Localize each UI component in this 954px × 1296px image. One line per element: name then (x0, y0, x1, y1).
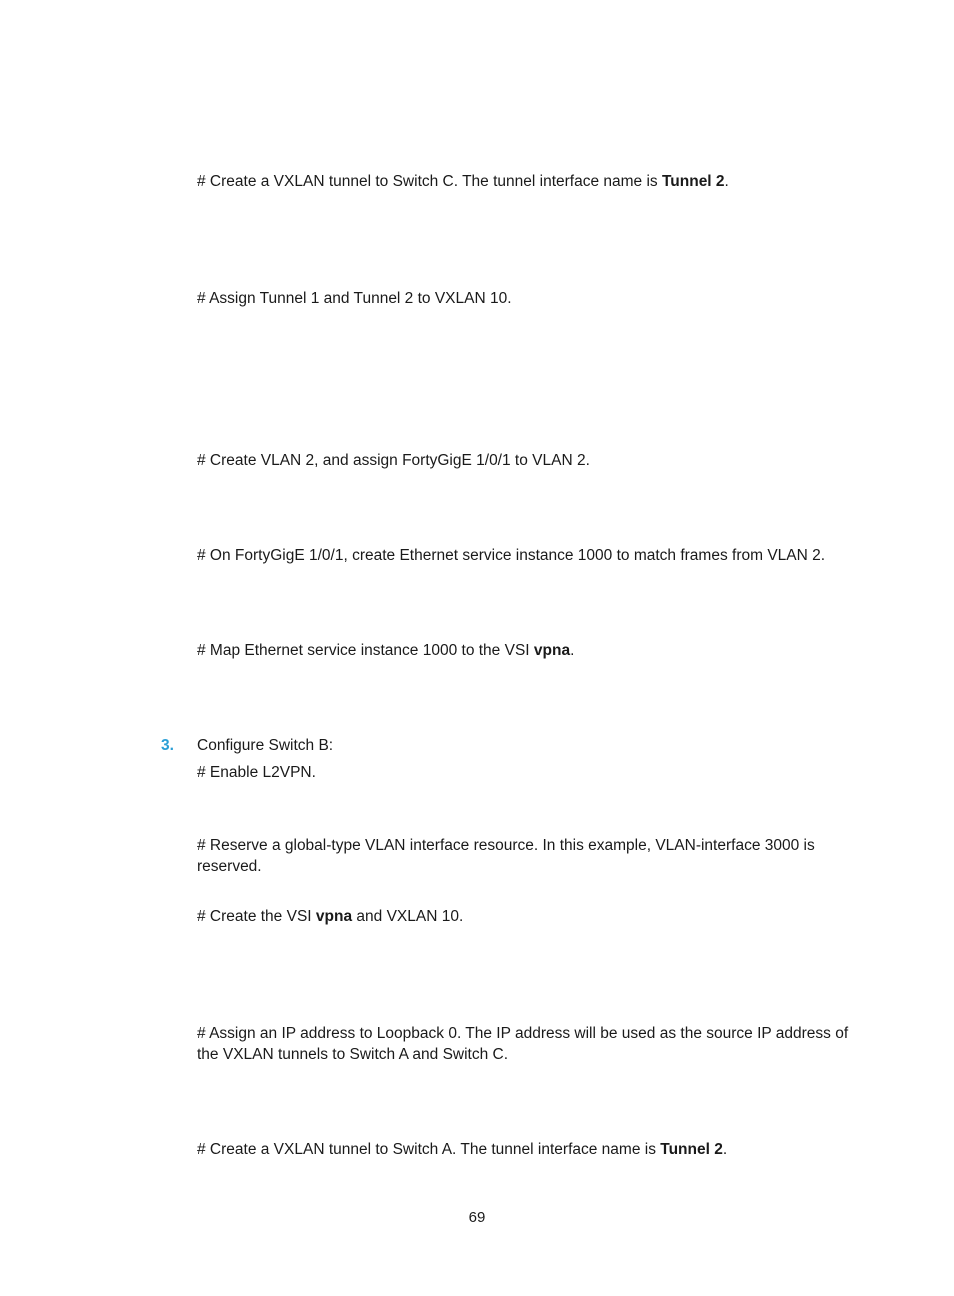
paragraph-create-tunnel-switch-a (197, 1139, 869, 1160)
paragraph-create-tunnel-switch-c (197, 171, 869, 192)
paragraph-create-vsi (197, 906, 869, 927)
paragraph-service-instance: # On FortyGigE 1/0/1, create Ethernet service instance 1000 to match frames from VLAN 2. (197, 547, 826, 564)
paragraph-text: . (570, 642, 575, 659)
paragraph-assign-tunnels: # Assign Tunnel 1 and Tunnel 2 to VXLAN 10. (197, 290, 512, 307)
paragraph-text: # Map Ethernet service instance 1000 to the VSI (197, 642, 534, 659)
bold-term: Tunnel 2 (661, 173, 725, 190)
paragraph-assign-loopback-ip: # Assign an IP address to Loopback 0. The IP address will be used as the source IP address of the VXLAN tunnels to Switch A and Switch C. (197, 1025, 849, 1063)
paragraph-text: # Create a VXLAN tunnel to Switch C. The tunnel interface name is (197, 173, 662, 190)
page-number: 69 (468, 1209, 486, 1226)
paragraph-map-service-instance (197, 640, 869, 661)
paragraph-text: and VXLAN 10. (352, 908, 464, 925)
paragraph-create-vlan: # Create VLAN 2, and assign FortyGigE 1/0/1 to VLAN 2. (197, 452, 590, 469)
paragraph-text: # Create the VSI (197, 908, 316, 925)
paragraph-text: . (724, 173, 729, 190)
bold-term: Tunnel 2 (660, 1141, 723, 1158)
paragraph-text: # Create a VXLAN tunnel to Switch A. The tunnel interface name is (197, 1141, 661, 1158)
paragraph-text: . (722, 1141, 728, 1158)
paragraph-reserve-vlan-interface: # Reserve a global-type VLAN interface resource. In this example, VLAN-interface 3000 is reserved. (197, 837, 815, 875)
bold-term: vpna (315, 908, 353, 925)
step-number: 3. (161, 737, 174, 754)
paragraph-enable-l2vpn: # Enable L2VPN. (197, 764, 316, 781)
step-title: Configure Switch B: (197, 737, 334, 754)
bold-term: vpna (533, 642, 571, 659)
